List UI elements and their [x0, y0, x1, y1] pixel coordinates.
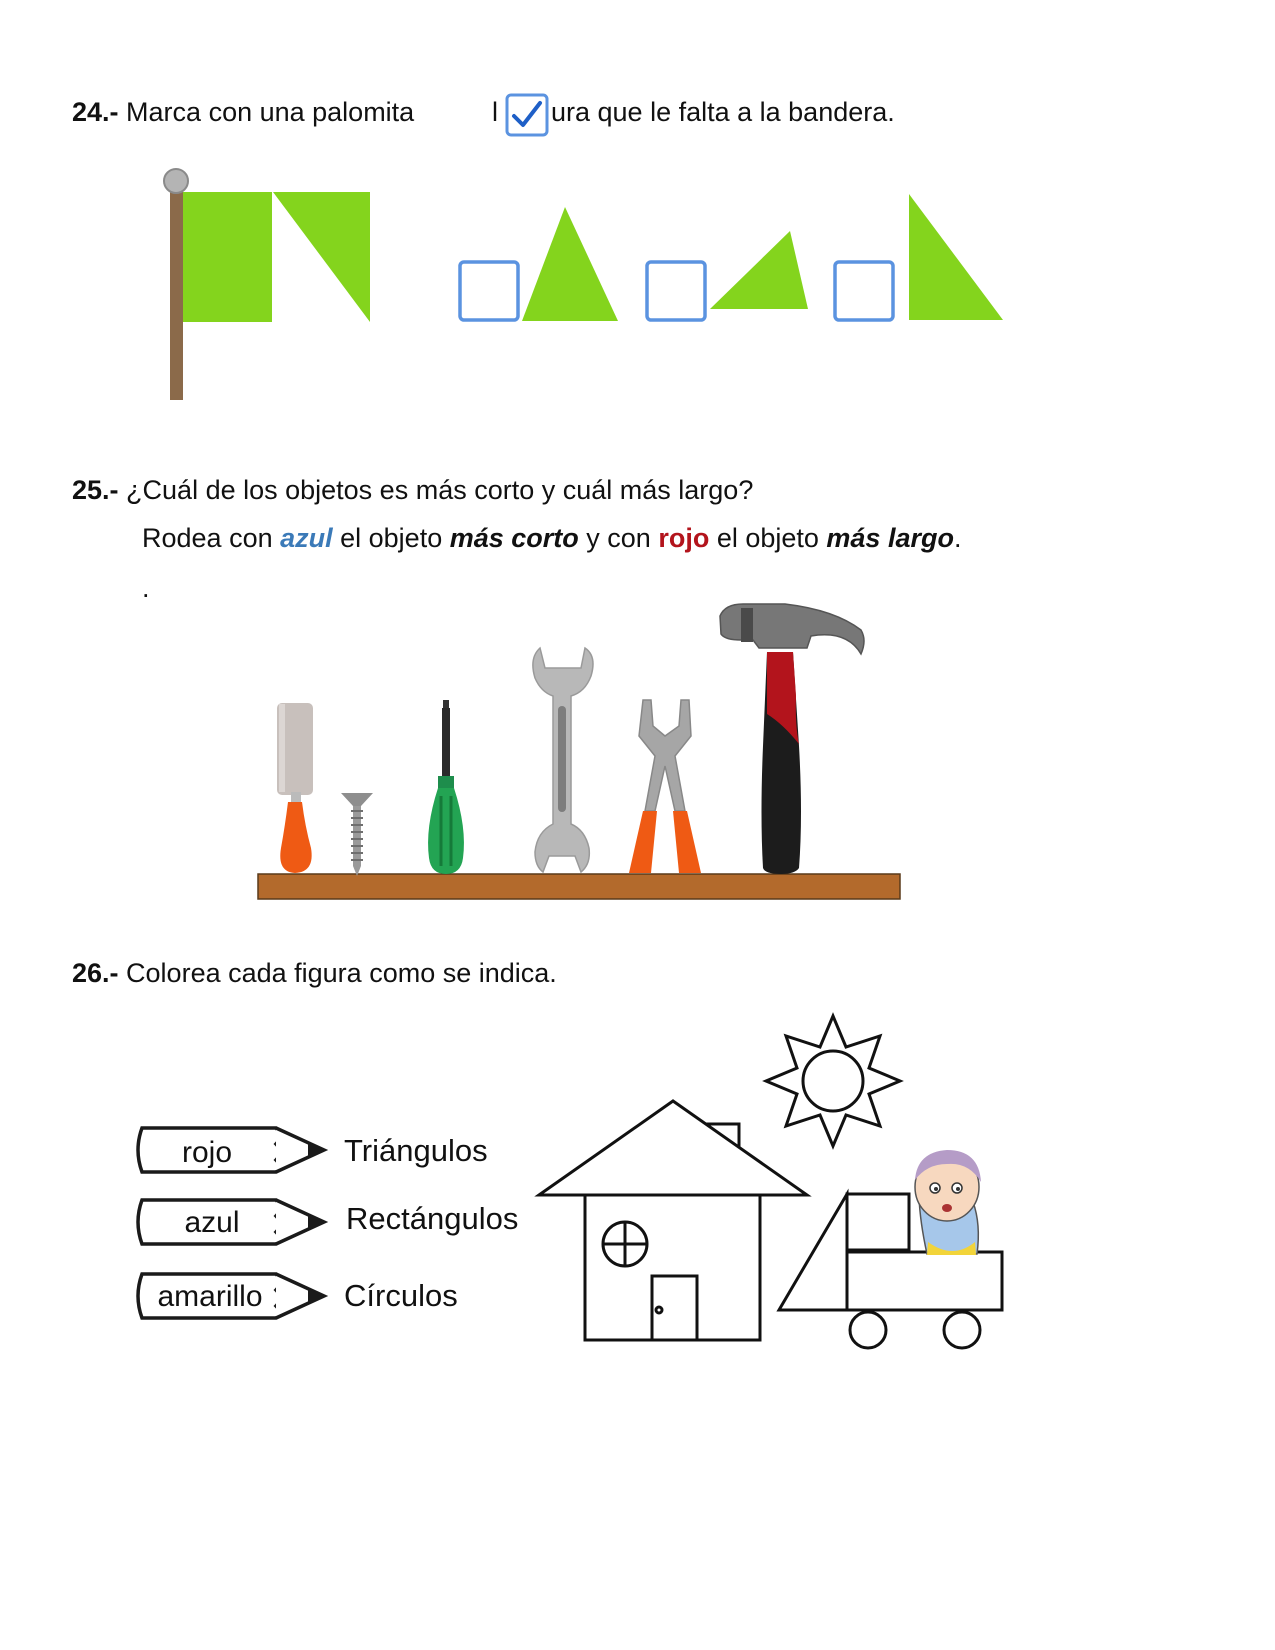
pencil-label-amarillo: amarillo: [157, 1280, 263, 1313]
shape-label-rectangulos: Rectángulos: [346, 1201, 519, 1236]
option-triangle-1: [520, 204, 620, 322]
question-number: 26.-: [72, 958, 119, 988]
question-text: Marca con una palomita: [126, 97, 415, 127]
instruction-text: .: [953, 523, 962, 553]
instruction-text: y con: [578, 523, 659, 553]
question-text-fragment: ura que le falta a la bandera.: [551, 97, 895, 127]
example-checked-box-icon: [504, 92, 554, 142]
question-25: [72, 474, 753, 506]
question-text-fragment: l: [492, 97, 498, 127]
shape-label-triangulos: Triángulos: [344, 1133, 488, 1168]
option-checkbox-1[interactable]: [456, 258, 522, 324]
tools-illustration: [255, 596, 915, 906]
shelf: [258, 874, 900, 899]
flag-illustration: [160, 166, 380, 406]
wrench-tool: [533, 648, 593, 872]
screw-tool: [341, 793, 373, 876]
color-word-blue: azul: [280, 523, 333, 553]
option-triangle-2: [708, 228, 810, 310]
instruction-text: el objeto: [332, 523, 450, 553]
pencil-label-rojo: rojo: [181, 1136, 233, 1169]
pencil-label-azul: azul: [184, 1206, 240, 1239]
question-26: [72, 957, 557, 989]
screwdriver-tool: [428, 700, 464, 874]
question-text: Colorea cada figura como se indica.: [126, 958, 557, 988]
color-word-red: rojo: [658, 523, 710, 553]
house-shape: [539, 1101, 807, 1340]
stray-dot: .: [142, 573, 150, 603]
instruction-text: el objeto: [709, 523, 827, 553]
chisel-tool: [277, 703, 313, 873]
question-text: ¿Cuál de los objetos es más corto y cuál más largo?: [126, 475, 754, 505]
option-triangle-3: [906, 192, 1006, 322]
shape-label-circulos: Círculos: [344, 1278, 458, 1313]
emphasis-longest: más largo: [826, 523, 954, 553]
pliers-tool: [629, 700, 701, 873]
question-number: 24.-: [72, 97, 119, 127]
question-24-continuation-2: [551, 96, 895, 128]
option-checkbox-3[interactable]: [831, 258, 897, 324]
question-24: [72, 96, 414, 128]
sun-shape: [766, 1016, 900, 1146]
pencil-legend: [132, 1122, 532, 1352]
instruction-text: Rodea con: [142, 523, 281, 553]
coloring-scene: [535, 1012, 1015, 1362]
question-24-continuation: [492, 96, 498, 128]
question-number: 25.-: [72, 475, 119, 505]
hammer-tool: [720, 604, 864, 874]
option-checkbox-2[interactable]: [643, 258, 709, 324]
emphasis-shortest: más corto: [449, 523, 579, 553]
question-25-instruction: [142, 522, 961, 554]
child-figure: [915, 1150, 981, 1255]
